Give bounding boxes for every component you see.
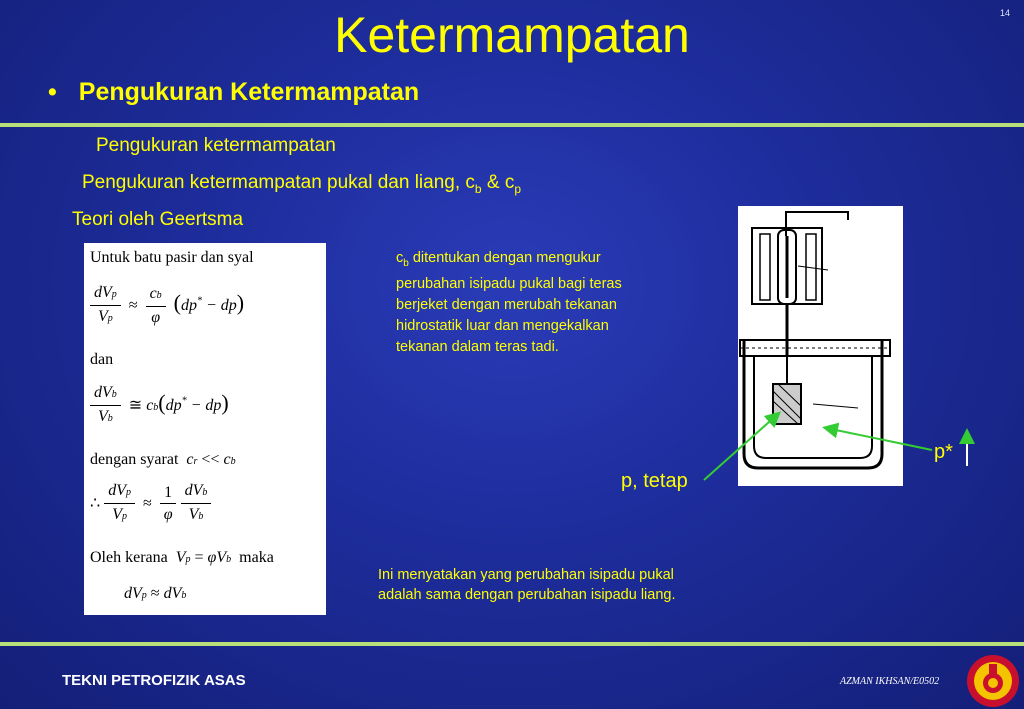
- subheading-2: [82, 172, 521, 196]
- eq-bulk: $\frac{\text{dVp}}{Vp}$ ≈ $\frac{cb}{\varphi}$ (dp* − dp): [90, 283, 244, 330]
- description-cb: [396, 248, 646, 358]
- bullet-text: Pengukuran Ketermampatan: [78, 78, 420, 106]
- subheading-2-amp: & c: [481, 172, 515, 193]
- page-number: 14: [1000, 8, 1011, 18]
- equation-box: [84, 243, 326, 615]
- arrow-pstar: [826, 428, 932, 450]
- description-conclusion: Ini menyatakan yang perubahan isipadu pukal adalah sama dengan perubahan isipadu liang.: [378, 567, 676, 603]
- desc-text: ditentukan dengan mengukur perubahan isipadu pukal bagi teras berjeket dengan merubah tekanan hidrostatik luar dan mengekalkan tekanan dalam teras tadi.: [396, 250, 622, 355]
- eq-intro: Untuk batu pasir dan syal: [90, 249, 254, 266]
- eq-therefore: ∴ $\frac{\text{dVp}}{Vp}$ ≈ $\frac{1}{\varphi}$ $\frac{\text{dVb}}{Vb}$: [90, 481, 211, 528]
- eq-dan: dan: [90, 351, 114, 368]
- subscript-b: b: [474, 181, 482, 196]
- divider-top: [0, 123, 1024, 127]
- bullet-symbol: •: [48, 78, 57, 106]
- label-p-tetap: p, tetap: [621, 470, 688, 492]
- subscript-p: p: [514, 181, 522, 196]
- bullet-heading: [48, 78, 419, 107]
- divider-bottom: [0, 642, 1024, 646]
- arrow-ptetap: [704, 414, 778, 480]
- subheading-3: Teori oleh Geertsma: [72, 209, 244, 230]
- eq-result: dVp ≈ dVb: [124, 585, 187, 602]
- eq-pore: $\frac{\text{dVb}}{Vb}$ ≅ cb(dp* − dp): [90, 383, 229, 430]
- footer-author: AZMAN IKHSAN/E0502: [840, 676, 940, 687]
- footer-course: TEKNI PETROFIZIK ASAS: [62, 672, 246, 689]
- label-p-star: p*: [934, 441, 953, 463]
- university-logo-icon: [966, 654, 1020, 708]
- slide-title: Ketermampatan: [334, 7, 690, 63]
- eq-condition: dengan syarat cr << cb: [90, 451, 236, 468]
- eq-since: Oleh kerana Vp = φVb maka: [90, 549, 274, 566]
- subheading-2-text: Pengukuran ketermampatan pukal dan liang, c: [82, 172, 475, 193]
- desc-c-sub: b: [403, 257, 409, 269]
- subheading-1: Pengukuran ketermampatan: [96, 135, 336, 156]
- desc-c: c: [396, 250, 404, 266]
